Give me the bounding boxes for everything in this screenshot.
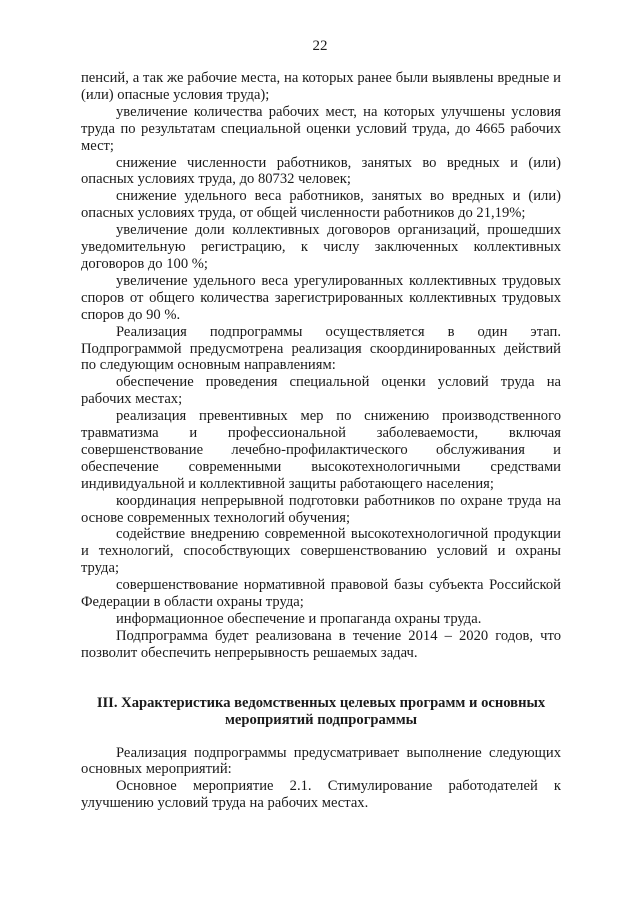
section-heading-line1: III. Характеристика ведомственных целевых программ и основных: [96, 694, 546, 711]
paragraph-main-activities: Реализация подпрограммы предусматривает выполнение следующих основных мероприятий:: [81, 744, 561, 778]
paragraph-indicator-agreements: увеличение доли коллективных договоров организаций, прошедших уведомительную регистрацию, к числу заключенных коллективных договоров до 100 %;: [81, 222, 561, 272]
paragraph-indicator-disputes: увеличение удельного веса урегулированных коллективных трудовых споров от общего количества зарегистрированных коллективных трудовых споров до 90 %.: [81, 272, 561, 323]
paragraph-implementation-stage: Реализация подпрограммы осуществляется в один этап. Подпрограммой предусмотрена реализация скоординированных действий по следующим основным направлениям:: [81, 323, 561, 374]
paragraph-continuation: пенсий, а так же рабочие места, на которых ранее были выявлены вредные и (или) опасные условия труда);: [81, 70, 561, 103]
list-item-information: информационное обеспечение и пропаганда охраны труда.: [116, 611, 482, 627]
section-heading: [81, 695, 561, 729]
paragraph-period: Подпрограмма будет реализована в течение 2014 – 2020 годов, что позволит обеспечить непрерывность решаемых задач.: [81, 627, 561, 661]
list-item-prevention: реализация превентивных мер по снижению производственного травматизма и профессиональной заболеваемости, включая совершенствование лечебно-профилактического обслуживания и обеспечение современными высокотехнологичными средствами индивидуальной и коллективной защиты работающего населения;: [81, 408, 561, 492]
list-item-assessment: обеспечение проведения специальной оценки условий труда на рабочих местах;: [81, 374, 561, 408]
list-item-technology: содействие внедрению современной высокотехнологичной продукции и технологий, способствующих совершенствованию условий и охраны труда;: [81, 526, 561, 577]
section-heading-line2: мероприятий подпрограммы: [224, 711, 418, 728]
list-item-regulation: совершенствование нормативной правовой базы субъекта Российской Федерации в области охраны труда;: [81, 577, 561, 611]
paragraph-indicator-workers-share: снижение удельного веса работников, занятых во вредных и (или) опасных условиях труда, от общей численности работников до 21,19%;: [81, 188, 561, 222]
list-item-training: координация непрерывной подготовки работников по охране труда на основе современных технологий обучения;: [81, 492, 561, 526]
paragraph-indicator-workplaces: увеличение количества рабочих мест, на которых улучшены условия труда по результатам специальной оценки условий труда, до 4665 рабочих мест;: [81, 103, 561, 154]
document-body: [81, 70, 561, 812]
paragraph-activity-2-1: Основное мероприятие 2.1. Стимулирование работодателей к улучшению условий труда на рабочих местах.: [81, 778, 561, 812]
paragraph-indicator-workers-count: снижение численности работников, занятых во вредных и (или) опасных условиях труда, до 80732 человек;: [81, 154, 561, 188]
page-number: 22: [312, 38, 328, 54]
